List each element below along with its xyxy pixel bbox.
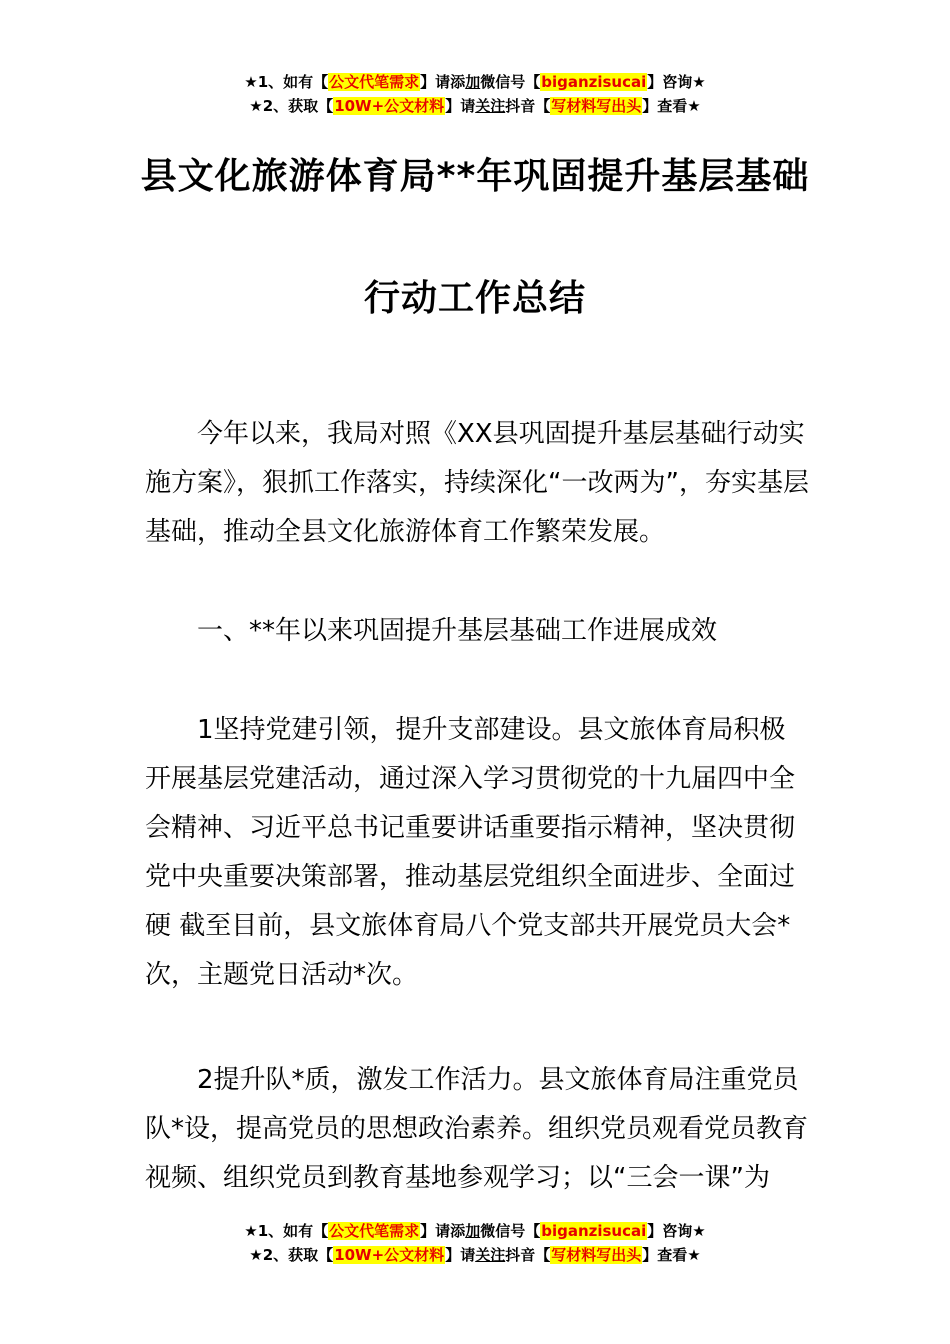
banner-text: 关注 xyxy=(475,97,506,115)
highlight-service: 公文代笔需求 xyxy=(329,73,420,91)
paragraph-intro xyxy=(145,410,810,557)
highlight-douyin-id: 写材料写出头 xyxy=(551,1246,642,1264)
paragraph-item-1 xyxy=(145,706,810,1000)
highlight-materials: 10W+公文材料 xyxy=(334,1246,445,1264)
highlight-wechat-id: biganzisucai xyxy=(541,73,647,91)
banner-text: 】咨询★ xyxy=(647,1222,706,1240)
banner-text: 抖音【 xyxy=(505,1246,551,1264)
highlight-wechat-id: biganzisucai xyxy=(541,1222,647,1240)
banner-line-1 xyxy=(0,1219,950,1243)
banner-text: 加 xyxy=(465,1222,481,1240)
banner-text: ★2、获取【 xyxy=(249,1246,334,1264)
document-title-line-1: 县文化旅游体育局**年巩固提升基层基础 xyxy=(140,156,810,197)
banner-text: 抖音【 xyxy=(505,97,551,115)
banner-text: 】查看★ xyxy=(642,1246,701,1264)
banner-text: 】请添 xyxy=(420,73,466,91)
banner-text: ★2、获取【 xyxy=(249,97,334,115)
heading-text: 一、**年以来巩固提升基层基础工作进展成效 xyxy=(197,616,718,646)
paragraph-text: 1坚持党建引领，提升支部建设。县文旅体育局积极开展基层党建活动，通过深入学习贯彻党的十九届四中全会精神、习近平总书记重要讲话重要指示精神，坚决贯彻党中央重要决策部署，推动基层党组织全面进步、全面过硬 截至目前，县文旅体育局八个党支部共开展党员大会*次，主题党日活动*次。 xyxy=(145,715,796,990)
paragraph-text: 2提升队*质，激发工作活力。县文旅体育局注重党员队*设，提高党员的思想政治素养。组织党员观看党员教育视频、组织党员到教育基地参观学习；以“三会一课”为 xyxy=(145,1065,809,1193)
banner-line-2 xyxy=(0,1243,950,1267)
banner-text: 加 xyxy=(465,73,481,91)
highlight-materials: 10W+公文材料 xyxy=(334,97,445,115)
footer-banner xyxy=(0,1219,950,1267)
banner-text: 】查看★ xyxy=(642,97,701,115)
paragraph-item-2 xyxy=(145,1056,810,1203)
banner-text: 】请添 xyxy=(420,1222,466,1240)
banner-line-1 xyxy=(0,70,950,94)
banner-text: ★1、如有【 xyxy=(244,73,329,91)
banner-text: 】请 xyxy=(445,97,476,115)
highlight-service: 公文代笔需求 xyxy=(329,1222,420,1240)
paragraph-text: 今年以来，我局对照《XX县巩固提升基层基础行动实施方案》，狠抓工作落实，持续深化“一改两为”，夯实基层基础，推动全县文化旅游体育工作繁荣发展。 xyxy=(145,419,809,547)
section-heading-1 xyxy=(145,607,810,656)
banner-text: ★1、如有【 xyxy=(244,1222,329,1240)
header-banner xyxy=(0,70,950,118)
banner-line-2 xyxy=(0,94,950,118)
banner-text: 微信号【 xyxy=(480,1222,541,1240)
document-title-line-2: 行动工作总结 xyxy=(363,278,586,319)
highlight-douyin-id: 写材料写出头 xyxy=(551,97,642,115)
banner-text: 】请 xyxy=(445,1246,476,1264)
banner-text: 微信号【 xyxy=(480,73,541,91)
banner-text: 关注 xyxy=(475,1246,506,1264)
banner-text: 】咨询★ xyxy=(647,73,706,91)
